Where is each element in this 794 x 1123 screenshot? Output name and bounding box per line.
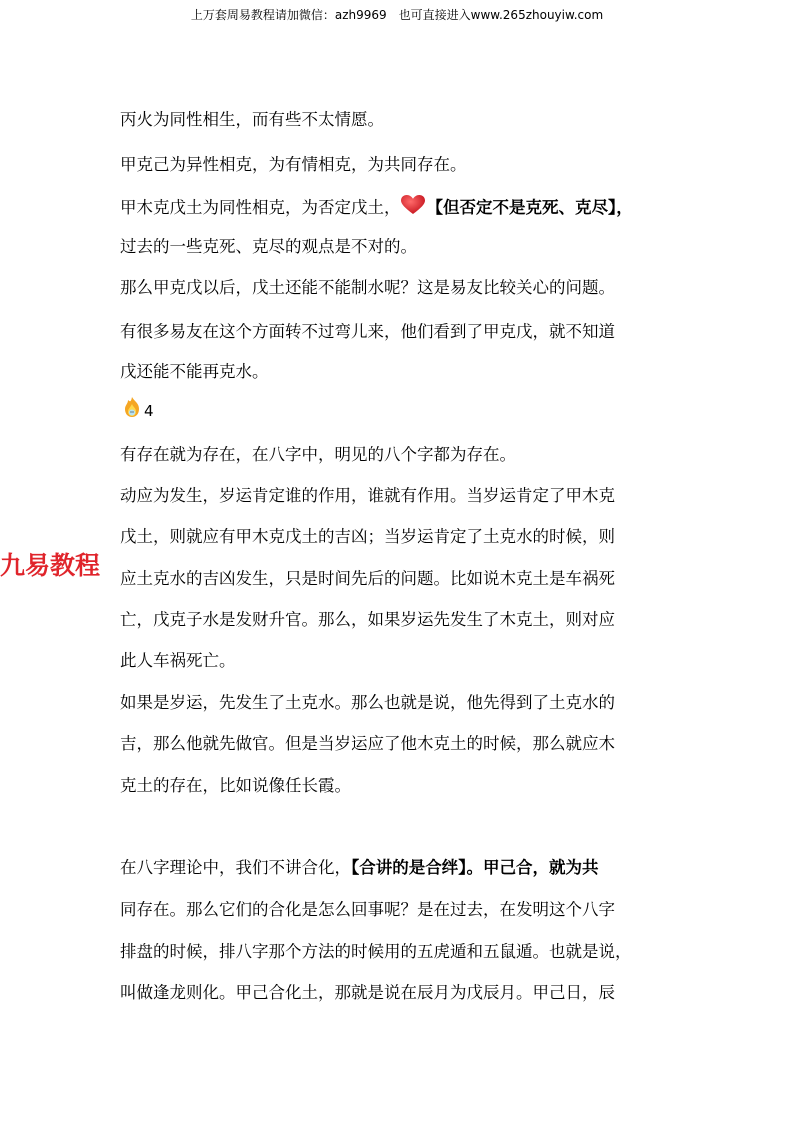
text-line: 亡，戊克子水是发财升官。那么，如果岁运先发生了木克土，则对应 bbox=[120, 610, 615, 629]
page-header: 上万套周易教程请加微信：azh9969 也可直接进入www.265zhouyiw.com bbox=[190, 8, 604, 22]
text-line: 叫做逢龙则化。甲己合化土，那就是说在辰月为戊辰月。甲己日，辰 bbox=[120, 983, 615, 1002]
text-line: 戊土，则就应有甲木克戊土的吉凶；当岁运肯定了土克水的时候，则 bbox=[120, 527, 615, 546]
text-line bbox=[120, 854, 599, 878]
text-line: 吉，那么他就先做官。但是当岁运应了他木克土的时候，那么就应木 bbox=[120, 734, 615, 753]
text-line: 排盘的时候，排八字那个方法的时候用的五虎遁和五鼠遁。也就是说， bbox=[120, 942, 632, 961]
text-line: 戊还能不能再克水。 bbox=[120, 362, 269, 381]
text-line: 有存在就为存在，在八字中，明见的八个字都为存在。 bbox=[120, 445, 516, 464]
text-line: 克土的存在，比如说像任长霞。 bbox=[120, 776, 351, 795]
text-line bbox=[120, 194, 633, 218]
watermark: 九易教程 bbox=[0, 551, 101, 580]
text-line: 那么甲克戊以后，戊土还能不能制水呢？这是易友比较关心的问题。 bbox=[120, 278, 615, 297]
text-line: 动应为发生，岁运肯定谁的作用，谁就有作用。当岁运肯定了甲木克 bbox=[120, 486, 615, 505]
text-line: 如果是岁运，先发生了土克水。那么也就是说，他先得到了土克水的 bbox=[120, 693, 615, 712]
text-line: 应土克水的吉凶发生，只是时间先后的问题。比如说木克土是车祸死 bbox=[120, 569, 615, 588]
fire-icon bbox=[121, 396, 143, 418]
text-segment: 【但否定不是克死、克尽】， bbox=[426, 198, 633, 217]
text-line: 过去的一些克死、克尽的观点是不对的。 bbox=[120, 237, 417, 256]
text-segment: 在八字理论中，我们不讲合化， bbox=[120, 858, 351, 877]
text-line: 此人车祸死亡。 bbox=[120, 651, 236, 670]
text-line: 丙火为同性相生，而有些不太情愿。 bbox=[120, 110, 384, 129]
text-line: 甲克己为异性相克，为有情相克，为共同存在。 bbox=[120, 155, 467, 174]
text-segment: 甲木克戊土为同性相克，为否定戊土， bbox=[120, 198, 401, 217]
text-segment: 【合讲的是合绊】。甲己合，就为共 bbox=[351, 858, 599, 877]
text-line: 同存在。那么它们的合化是怎么回事呢？是在过去，在发明这个八字 bbox=[120, 900, 615, 919]
section-number: 4 bbox=[144, 402, 154, 420]
text-line: 有很多易友在这个方面转不过弯儿来，他们看到了甲克戊，就不知道 bbox=[120, 322, 615, 341]
heart-icon bbox=[401, 195, 425, 215]
